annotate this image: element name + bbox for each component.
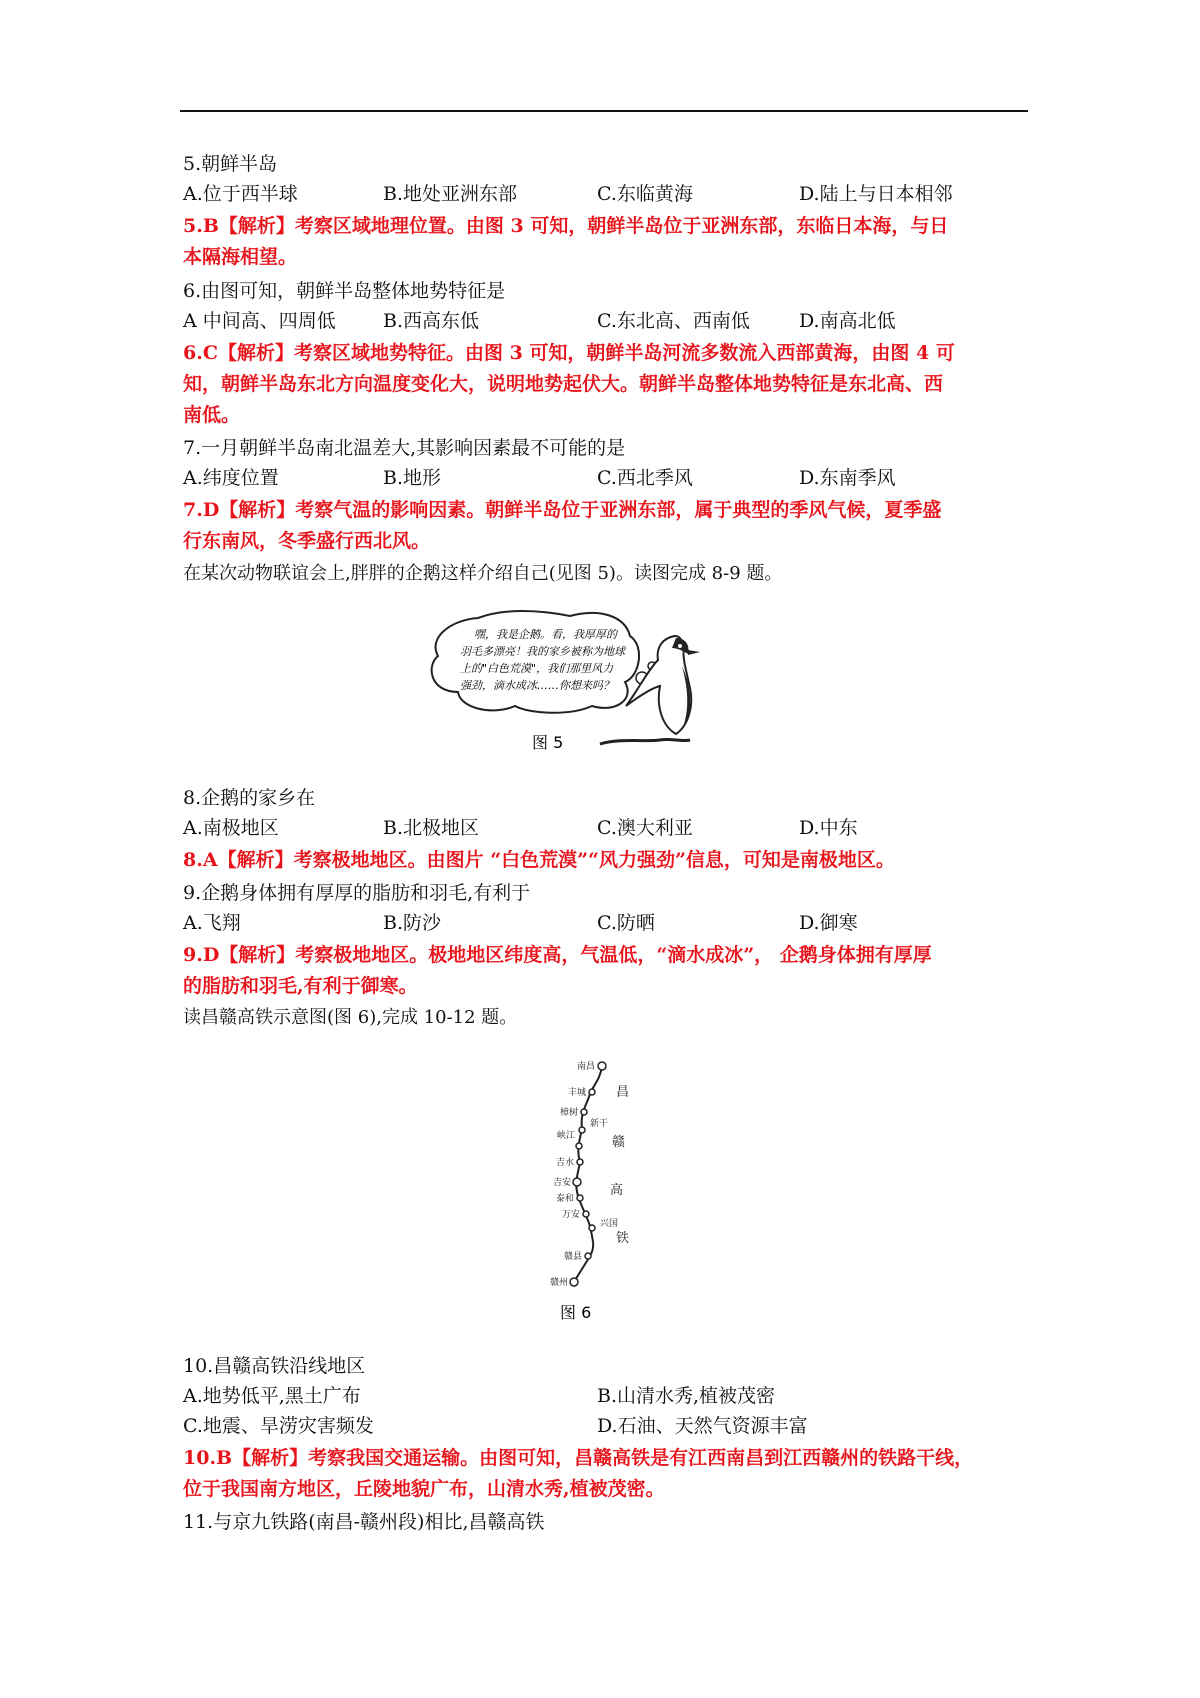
option-d: D.南高北低 xyxy=(799,310,896,332)
option-b: B.山清水秀,植被茂密 xyxy=(597,1385,776,1407)
figure-5-caption: 图 5 xyxy=(532,733,564,752)
question-5-options xyxy=(183,182,1023,206)
option-a: A.地势低平,黑土广布 xyxy=(183,1385,361,1407)
header-rule xyxy=(180,110,1028,112)
option-b: B.北极地区 xyxy=(383,817,480,839)
question-6: 6.由图可知，朝鲜半岛整体地势特征是 xyxy=(183,280,506,302)
line-label-char: 赣 xyxy=(612,1135,626,1150)
intro-10-12: 读昌赣高铁示意图(图 6),完成 10-12 题。 xyxy=(183,1007,518,1028)
option-d: D.东南季风 xyxy=(799,467,896,489)
station-label: 泰和 xyxy=(555,1194,574,1204)
answer-6-line3: 南低。 xyxy=(183,404,241,426)
intro-8-9: 在某次动物联谊会上,胖胖的企鹅这样介绍自己(见图 5)。读图完成 8-9 题。 xyxy=(183,563,783,584)
station-label: 樟树 xyxy=(559,1108,578,1118)
line-label-char: 高 xyxy=(610,1183,624,1198)
question-5: 5.朝鲜半岛 xyxy=(183,153,278,175)
question-10: 10.昌赣高铁沿线地区 xyxy=(183,1355,366,1377)
option-c: C.东临黄海 xyxy=(597,183,693,205)
station-label: 丰城 xyxy=(567,1088,586,1098)
bubble-text-3: 上的"白色荒漠"，我们那里风力 xyxy=(460,662,614,675)
answer-5-line2: 本隔海相望。 xyxy=(183,246,298,268)
station-label: 峡江 xyxy=(556,1131,575,1141)
question-9-options xyxy=(183,911,1023,935)
question-7: 7.一月朝鲜半岛南北温差大,其影响因素最不可能的是 xyxy=(183,437,626,459)
figure-6-railway-map xyxy=(520,1050,660,1330)
station-label: 万安 xyxy=(561,1210,580,1220)
figure-5-penguin xyxy=(420,608,720,760)
answer-5-line1: 5.B【解析】考察区域地理位置。由图 3 可知，朝鲜半岛位于亚洲东部，东临日本海，与日 xyxy=(183,215,949,237)
answer-8-line1: 8.A【解析】考察极地地区。由图片 “白色荒漠”“风力强劲”信息，可知是南极地区。 xyxy=(183,849,895,871)
option-b: B.地形 xyxy=(383,467,442,489)
option-a: A.位于西半球 xyxy=(183,183,298,205)
answer-10-line1: 10.B【解析】考察我国交通运输。由图可知，昌赣高铁是有江西南昌到江西赣州的铁路干线， xyxy=(183,1447,974,1469)
line-label-char: 昌 xyxy=(616,1085,630,1100)
station-label: 赣县 xyxy=(563,1252,582,1262)
question-8-options xyxy=(183,816,1023,840)
station-label: 吉水 xyxy=(555,1158,574,1168)
question-9: 9.企鹅身体拥有厚厚的脂肪和羽毛,有利于 xyxy=(183,882,531,904)
ice-ground xyxy=(600,739,690,744)
line-label-char: 铁 xyxy=(616,1231,630,1246)
station-label: 赣州 xyxy=(549,1278,568,1288)
option-c: C.西北季风 xyxy=(597,467,693,489)
answer-9-line1: 9.D【解析】考察极地地区。极地地区纬度高，气温低，“滴水成冰”， 企鹅身体拥有厚厚 xyxy=(183,944,932,966)
option-a: A.纬度位置 xyxy=(183,467,279,489)
question-7-options xyxy=(183,466,1023,490)
option-d: D.御寒 xyxy=(799,912,858,934)
option-c: C.澳大利亚 xyxy=(597,817,693,839)
option-d: D.石油、天然气资源丰富 xyxy=(597,1415,808,1437)
answer-6-line1: 6.C【解析】考察区域地势特征。由图 3 可知，朝鲜半岛河流多数流入西部黄海，由图 4 可 xyxy=(183,342,955,364)
option-a: A.南极地区 xyxy=(183,817,279,839)
answer-9-line2: 的脂肪和羽毛,有利于御寒。 xyxy=(183,975,418,997)
answer-7-line2: 行东南风，冬季盛行西北风。 xyxy=(183,530,431,552)
station-label: 新干 xyxy=(590,1119,609,1129)
option-c: C.地震、旱涝灾害频发 xyxy=(183,1415,374,1437)
question-8: 8.企鹅的家乡在 xyxy=(183,787,316,809)
option-b: B.防沙 xyxy=(383,912,442,934)
question-11: 11.与京九铁路(南昌-赣州段)相比,昌赣高铁 xyxy=(183,1511,545,1533)
station-label: 吉安 xyxy=(552,1178,571,1188)
bubble-text-1: 嘿，我是企鹅。看，我厚厚的 xyxy=(474,628,617,641)
answer-6-line2: 知，朝鲜半岛东北方向温度变化大，说明地势起伏大。朝鲜半岛整体地势特征是东北高、西 xyxy=(183,373,944,395)
question-10-options-row1 xyxy=(183,1384,1023,1408)
question-10-options-row2 xyxy=(183,1414,1023,1438)
question-6-options xyxy=(183,309,1023,333)
railway-line xyxy=(574,1066,602,1282)
option-a: A.飞翔 xyxy=(183,912,241,934)
option-d: D.陆上与日本相邻 xyxy=(799,183,953,205)
option-c: C.防晒 xyxy=(597,912,655,934)
option-c: C.东北高、西南低 xyxy=(597,310,750,332)
option-b: B.地处亚洲东部 xyxy=(383,183,518,205)
bubble-text-2: 羽毛多漂亮！我的家乡被称为地球 xyxy=(460,645,625,658)
answer-7-line1: 7.D【解析】考察气温的影响因素。朝鲜半岛位于亚洲东部，属于典型的季风气候，夏季盛 xyxy=(183,499,942,521)
station-label: 兴国 xyxy=(600,1219,619,1229)
option-b: B.西高东低 xyxy=(383,310,480,332)
option-d: D.中东 xyxy=(799,817,858,839)
bubble-text-4: 强劲，滴水成冰……你想来吗？ xyxy=(460,679,614,692)
station-label: 南昌 xyxy=(576,1062,595,1072)
answer-10-line2: 位于我国南方地区，丘陵地貌广布，山清水秀,植被茂密。 xyxy=(183,1478,665,1500)
figure-6-caption: 图 6 xyxy=(560,1303,592,1322)
option-a: A 中间高、四周低 xyxy=(183,310,336,332)
